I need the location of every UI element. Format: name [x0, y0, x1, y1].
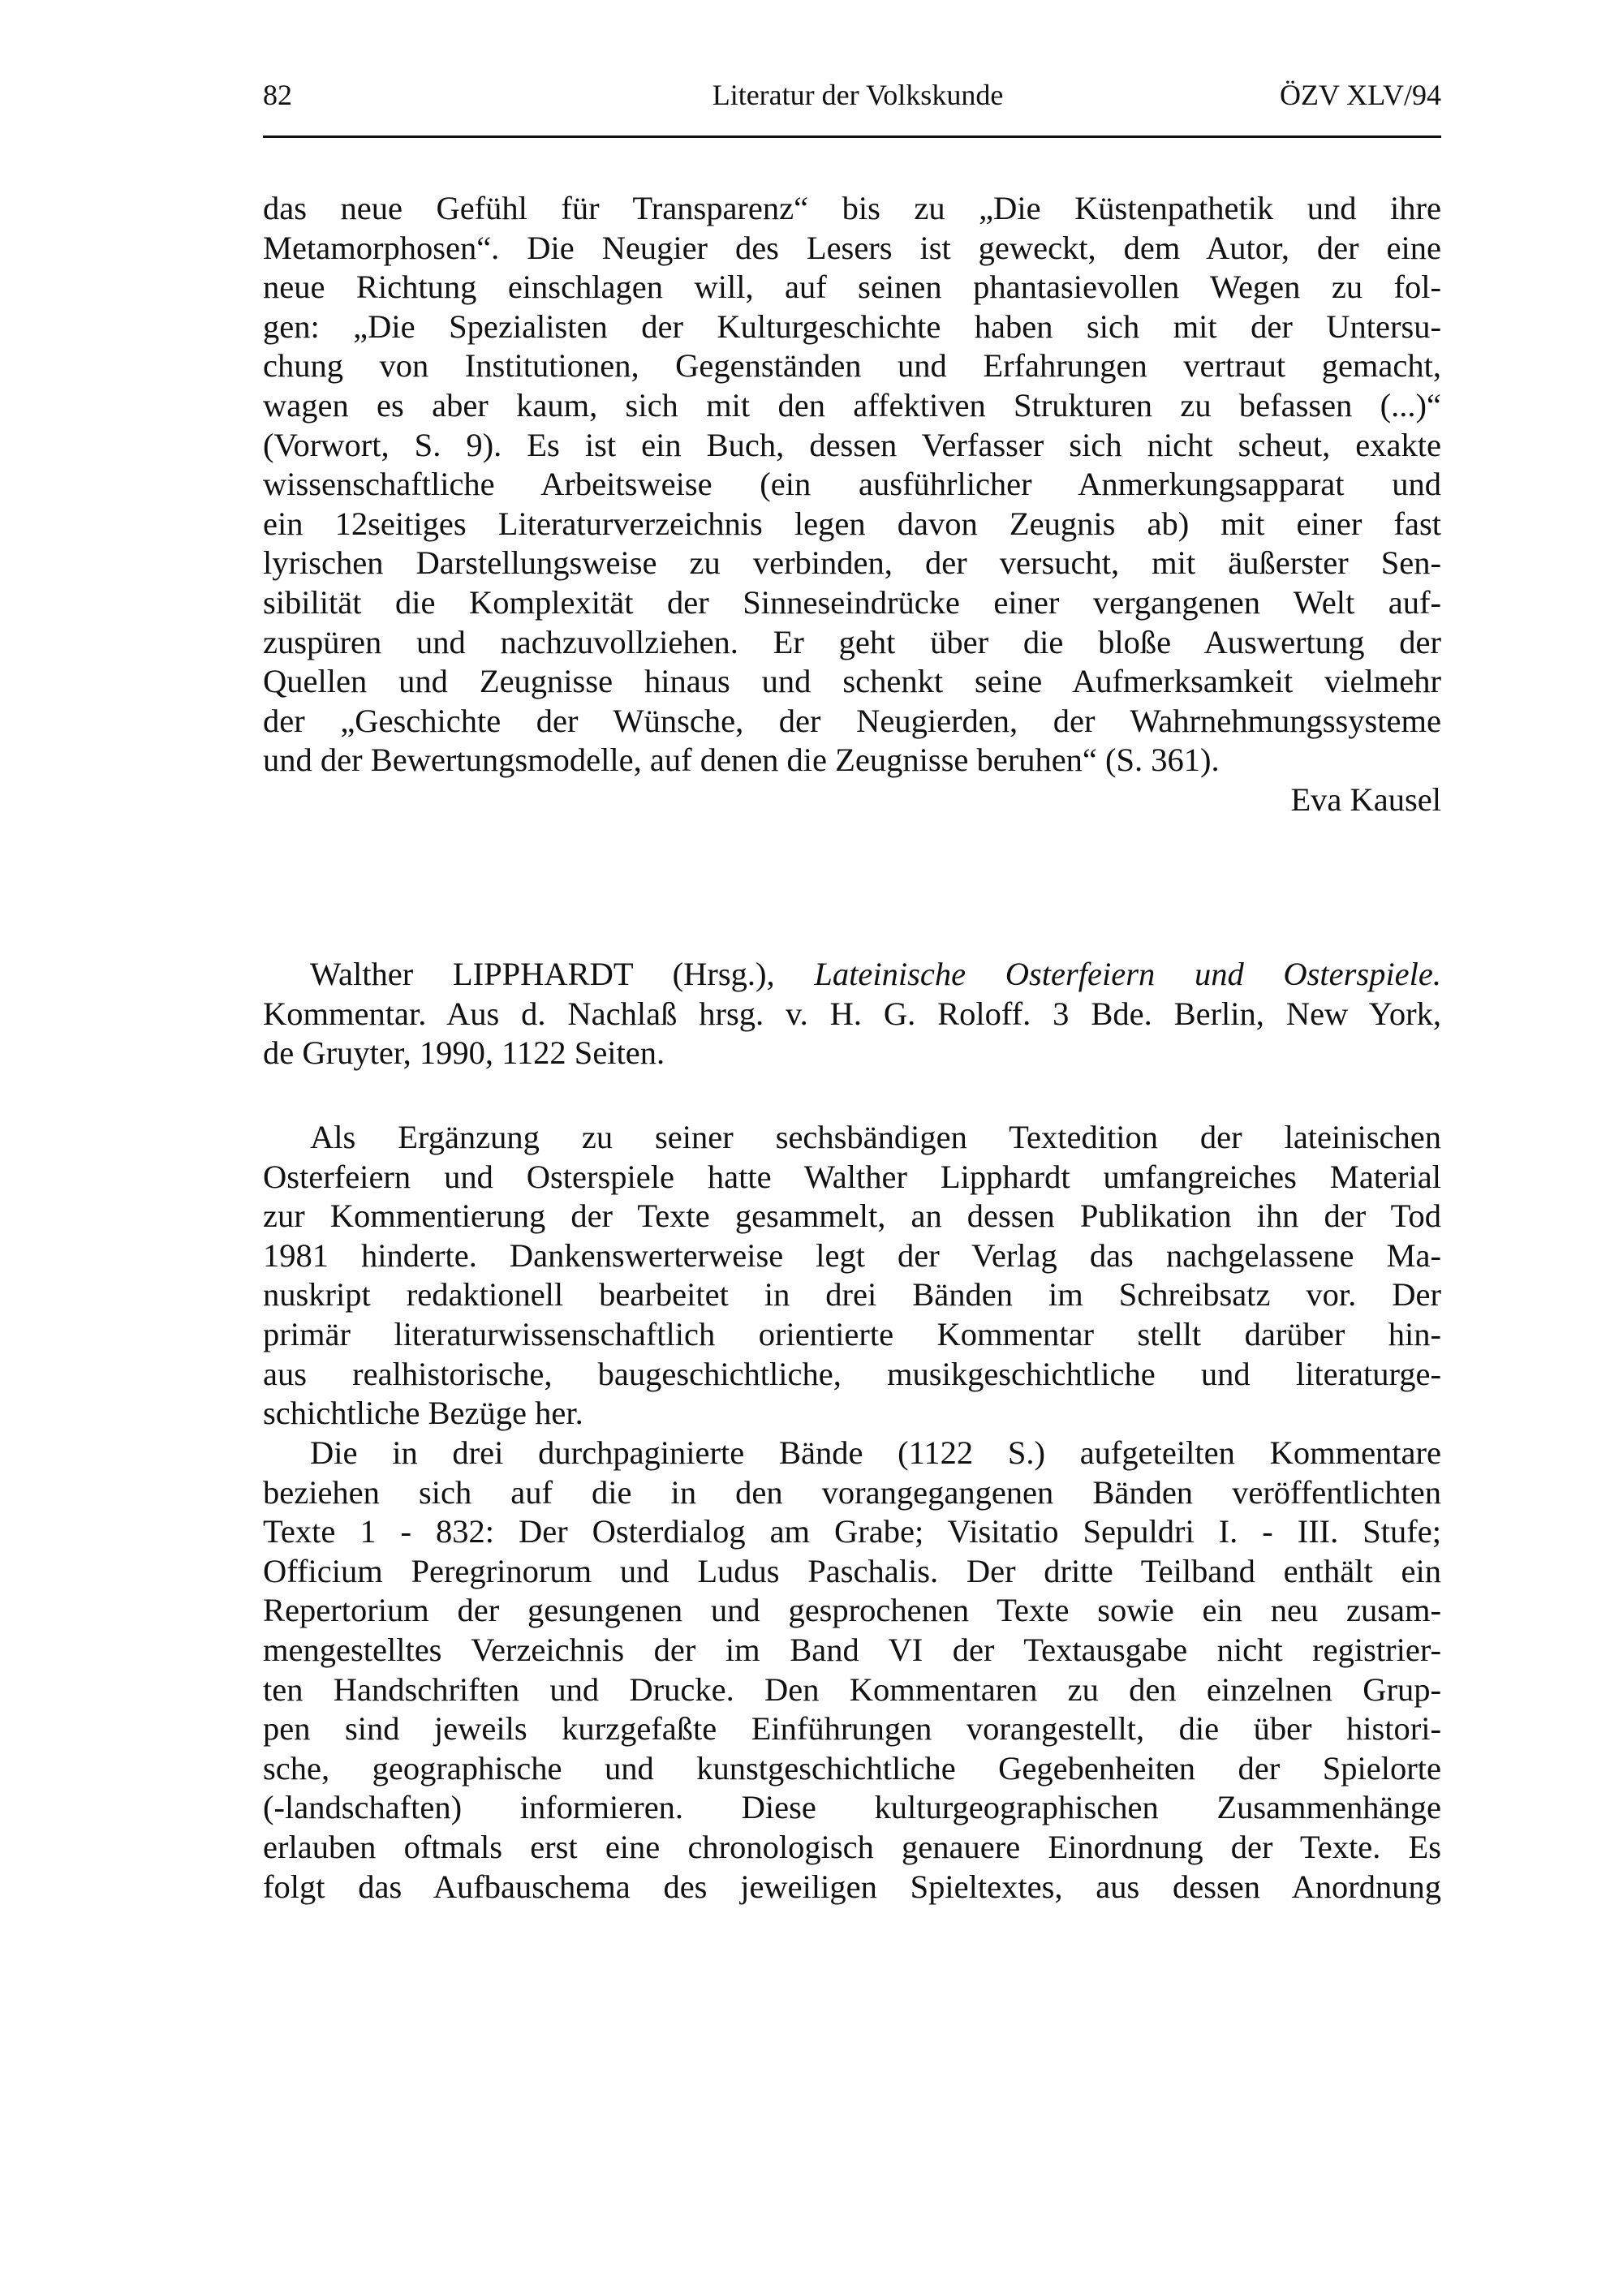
- text-line: Die in drei durchpaginierte Bände (1122 S.) aufgeteilten Kommentare: [310, 1434, 1441, 1471]
- review-2-paragraph-2: [263, 1434, 1441, 1907]
- section-title: Literatur der Volkskunde: [712, 79, 1004, 111]
- review-2-citation: [263, 955, 1441, 1073]
- text-line: neue Richtung einschlagen will, auf seinen phantasievollen Wegen zu fol-: [263, 269, 1441, 306]
- text-line: Texte 1 - 832: Der Osterdialog am Grabe; Visitatio Sepuldri I. - III. Stufe;: [263, 1513, 1441, 1550]
- citation-line: Kommentar. Aus d. Nachlaß hrsg. v. H. G. Roloff. 3 Bde. Berlin, New York,: [263, 995, 1441, 1032]
- citation-line: de Gruyter, 1990, 1122 Seiten.: [263, 1034, 665, 1072]
- text-line: der „Geschichte der Wünsche, der Neugierden, der Wahrnehmungssysteme: [263, 702, 1441, 739]
- citation-title: Lateinische Osterfeiern und Osterspiele.: [814, 956, 1441, 992]
- review-1-body: [263, 189, 1441, 820]
- header-rule: [263, 135, 1441, 138]
- journal-issue: ÖZV XLV/94: [1279, 79, 1441, 111]
- text-line: zur Kommentierung der Texte gesammelt, an dessen Publikation ihn der Tod: [263, 1197, 1441, 1235]
- text-line: schichtliche Bezüge her.: [263, 1395, 583, 1432]
- text-line: folgt das Aufbauschema des jeweiligen Spieltextes, aus dessen Anordnung: [263, 1868, 1441, 1905]
- text-line: (Vorwort, S. 9). Es ist ein Buch, dessen Verfasser sich nicht scheut, exakte: [263, 426, 1441, 463]
- text-line: Als Ergänzung zu seiner sechsbändigen Textedition der lateinischen: [310, 1119, 1441, 1155]
- text-line: nuskript redaktionell bearbeitet in drei Bänden im Schreibsatz vor. Der: [263, 1276, 1441, 1314]
- text-line: lyrischen Darstellungsweise zu verbinden, der versucht, mit äußerster Sen-: [263, 544, 1441, 582]
- text-line: wissenschaftliche Arbeitsweise (ein ausführlicher Anmerkungsapparat und: [263, 466, 1441, 503]
- text-line: primär literaturwissenschaftlich orientierte Kommentar stellt darüber hin-: [263, 1315, 1441, 1352]
- text-line: (-landschaften) informieren. Diese kulturgeographischen Zusammenhänge: [263, 1789, 1441, 1826]
- text-line: zuspüren und nachzuvollziehen. Er geht über die bloße Auswertung der: [263, 623, 1441, 660]
- text-line: Repertorium der gesungenen und gesprochenen Texte sowie ein neu zusam-: [263, 1592, 1441, 1629]
- text-line: sibilität die Komplexität der Sinneseindrücke einer vergangenen Welt auf-: [263, 583, 1441, 621]
- citation-author: Walther LIPPHARDT (Hrsg.),: [310, 956, 815, 992]
- text-line: das neue Gefühl für Transparenz“ bis zu „Die Küstenpathetik und ihre: [263, 190, 1441, 226]
- text-line: wagen es aber kaum, sich mit den affektiven Strukturen zu befassen (...)“: [263, 386, 1441, 424]
- running-head: [263, 75, 1441, 115]
- text-line: Quellen und Zeugnisse hinaus und schenkt seine Aufmerksamkeit vielmehr: [263, 663, 1441, 700]
- text-line: pen sind jeweils kurzgefaßte Einführungen vorangestellt, die über histori-: [263, 1710, 1441, 1748]
- citation-line: [263, 955, 1441, 995]
- reviewer-signature: Eva Kausel: [1290, 780, 1441, 818]
- text-line: chung von Institutionen, Gegenständen und Erfahrungen vertraut gemacht,: [263, 347, 1441, 385]
- text-line: aus realhistorische, baugeschichtliche, musikgeschichtliche und literaturge-: [263, 1355, 1441, 1392]
- text-line: Metamorphosen“. Die Neugier des Lesers ist geweckt, dem Autor, der eine: [263, 229, 1441, 266]
- text-line: mengestelltes Verzeichnis der im Band VI der Textausgabe nicht registrier-: [263, 1631, 1441, 1668]
- text-line: gen: „Die Spezialisten der Kulturgeschichte haben sich mit der Untersu-: [263, 307, 1441, 345]
- text-line: ten Handschriften und Drucke. Den Kommentaren zu den einzelnen Grup-: [263, 1670, 1441, 1708]
- text-line: beziehen sich auf die in den vorangegangenen Bänden veröffentlichten: [263, 1473, 1441, 1511]
- page-number: 82: [263, 79, 292, 111]
- text-line: und der Bewertungsmodelle, auf denen die Zeugnisse beruhen“ (S. 361).: [263, 742, 1220, 779]
- text-line: Officium Peregrinorum und Ludus Paschalis. Der dritte Teilband enthält ein: [263, 1552, 1441, 1589]
- text-line: ein 12seitiges Literaturverzeichnis legen davon Zeugnis ab) mit einer fast: [263, 505, 1441, 542]
- review-2-paragraph-1: [263, 1118, 1441, 1434]
- text-line: erlauben oftmals erst eine chronologisch genauere Einordnung der Texte. Es: [263, 1828, 1441, 1865]
- text-line: sche, geographische und kunstgeschichtliche Gegebenheiten der Spielorte: [263, 1749, 1441, 1786]
- text-line: Osterfeiern und Osterspiele hatte Walther Lipphardt umfangreiches Material: [263, 1158, 1441, 1195]
- text-line: 1981 hinderte. Dankenswerterweise legt der Verlag das nachgelassene Ma-: [263, 1236, 1441, 1274]
